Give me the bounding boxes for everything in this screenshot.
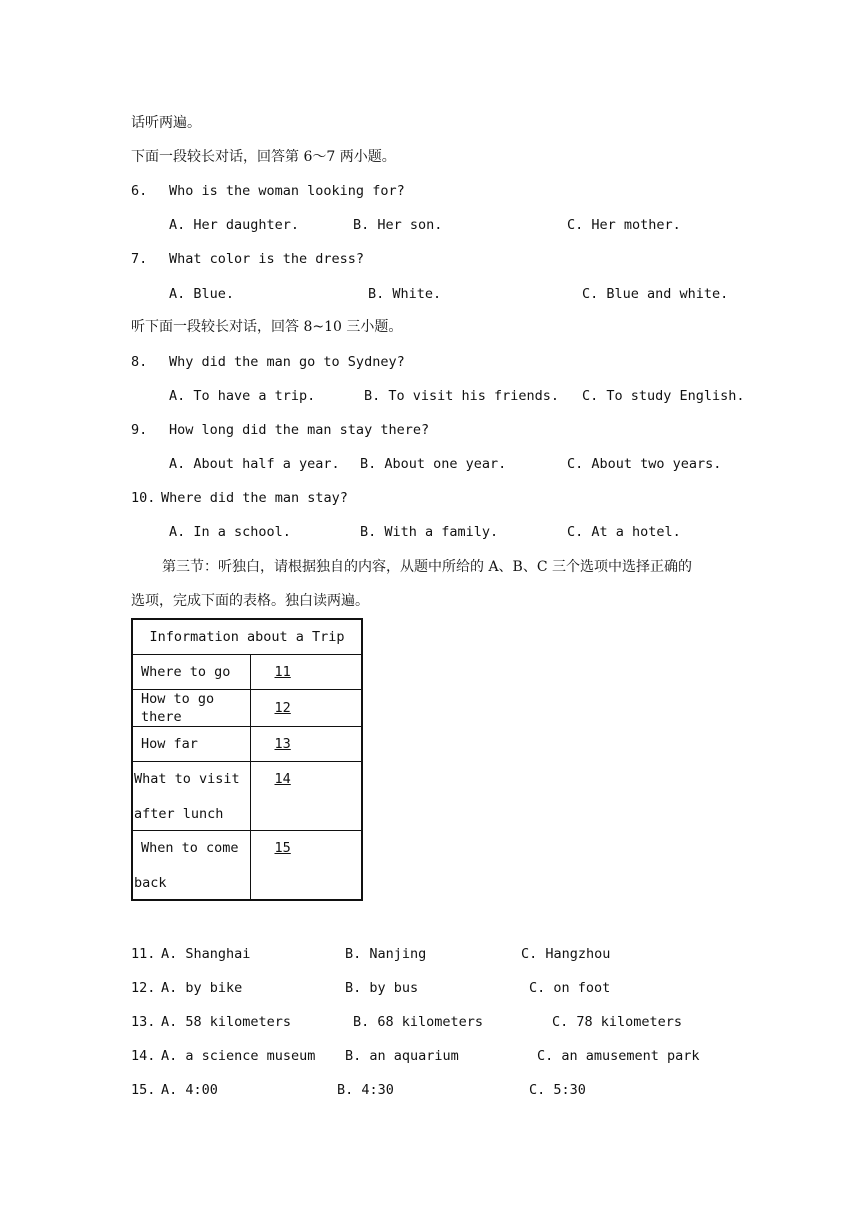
section3-line-1: 第三节：听独白，请根据独自的内容，从题中所给的 A、B、C 三个选项中选择正确的: [162, 559, 693, 575]
option-c: C. 78 kilometers: [552, 1014, 683, 1030]
answer-number: 15.: [131, 1082, 156, 1098]
intro-line-2: 下面一段较长对话，回答第 6～7 两小题。: [131, 149, 396, 165]
table-row: [132, 831, 362, 901]
option-c: C. an amusement park: [537, 1048, 700, 1064]
option-c: C. About two years.: [567, 456, 722, 472]
question-text: Why did the man go to Sydney?: [169, 354, 405, 370]
option-c: C. At a hotel.: [567, 524, 681, 540]
blank-number: 13: [274, 736, 291, 752]
table-row: [132, 655, 362, 690]
option-a: A. a science museum: [161, 1048, 316, 1064]
row-label: Where to go: [141, 664, 231, 680]
option-a: A. In a school.: [169, 524, 291, 540]
option-c: C. Hangzhou: [521, 946, 611, 962]
option-a: A. To have a trip.: [169, 388, 316, 404]
answer-number: 11.: [131, 946, 156, 962]
blank-number: 11: [274, 664, 291, 680]
question-text: Where did the man stay?: [161, 490, 348, 506]
option-b: B. an aquarium: [345, 1048, 459, 1064]
question-number: 8.: [131, 354, 148, 370]
row-label-cont: back: [134, 875, 167, 891]
trip-info-table: [131, 618, 363, 901]
option-c: C. Blue and white.: [582, 286, 729, 302]
question-8: [131, 353, 405, 371]
option-c: C. To study English.: [582, 388, 745, 404]
row-label: How far: [141, 736, 198, 752]
option-b: B. About one year.: [360, 456, 507, 472]
question-number: 10.: [131, 490, 156, 506]
question-text: How long did the man stay there?: [169, 422, 430, 438]
option-a: A. About half a year.: [169, 456, 340, 472]
option-a: A. Her daughter.: [169, 217, 300, 233]
question-7: [131, 250, 365, 268]
row-label-cont: after lunch: [134, 806, 224, 822]
question-9: [131, 421, 430, 439]
table-row: [132, 727, 362, 762]
question-text: Who is the woman looking for?: [169, 183, 405, 199]
option-c: C. 5:30: [529, 1082, 586, 1098]
answer-number: 13.: [131, 1014, 156, 1030]
blank-number: 12: [274, 700, 291, 716]
blank-number: 15: [274, 840, 291, 856]
option-b: B. With a family.: [360, 524, 499, 540]
intro-line-3: 听下面一段较长对话，回答 8~10 三小题。: [131, 319, 403, 335]
option-b: B. White.: [368, 286, 442, 302]
option-a: A. Shanghai: [161, 946, 251, 962]
option-b: B. 4:30: [337, 1082, 394, 1098]
answer-number: 12.: [131, 980, 156, 996]
option-b: B. by bus: [345, 980, 419, 996]
option-a: A. 58 kilometers: [161, 1014, 292, 1030]
section3-line-2: 选项，完成下面的表格。独白读两遍。: [131, 593, 369, 609]
table-row: [132, 762, 362, 831]
option-b: B. To visit his friends.: [364, 388, 560, 404]
question-number: 7.: [131, 251, 148, 267]
row-label: How to go there: [141, 691, 215, 725]
intro-line-1: 话听两遍。: [131, 115, 201, 131]
table-title: Information about a Trip: [132, 619, 362, 655]
option-b: B. Nanjing: [345, 946, 427, 962]
option-a: A. by bike: [161, 980, 243, 996]
option-a: A. Blue.: [169, 286, 235, 302]
question-text: What color is the dress?: [169, 251, 365, 267]
option-a: A. 4:00: [161, 1082, 218, 1098]
question-number: 6.: [131, 183, 148, 199]
blank-number: 14: [274, 771, 291, 787]
answer-number: 14.: [131, 1048, 156, 1064]
row-label: When to come: [141, 840, 239, 856]
table-row: [132, 690, 362, 727]
option-c: C. on foot: [529, 980, 611, 996]
question-10: [131, 489, 348, 507]
option-c: C. Her mother.: [567, 217, 681, 233]
option-b: B. 68 kilometers: [353, 1014, 484, 1030]
question-number: 9.: [131, 422, 148, 438]
option-b: B. Her son.: [353, 217, 443, 233]
question-6: [131, 182, 405, 200]
row-label: What to visit: [134, 771, 240, 787]
